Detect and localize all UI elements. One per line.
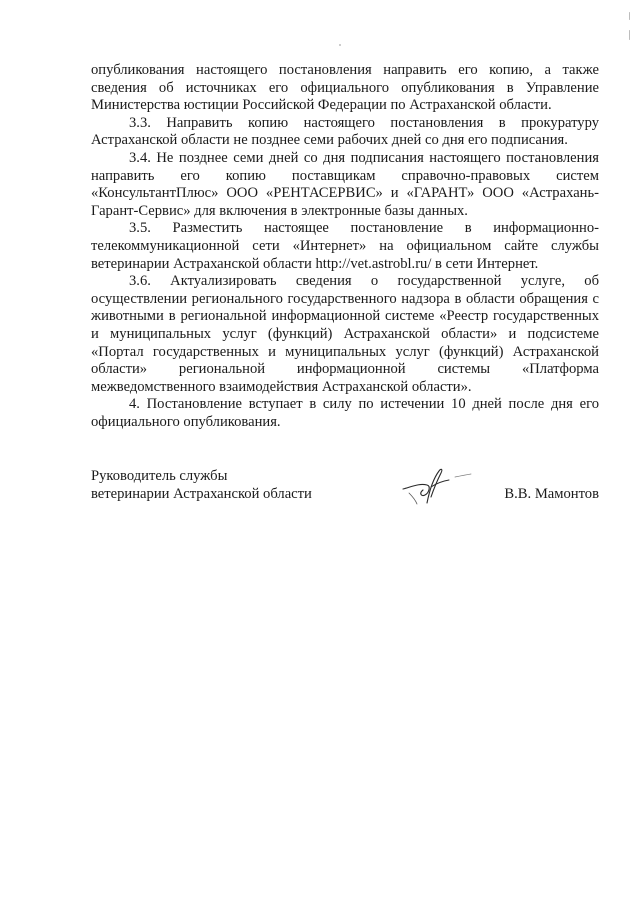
signatory-title-line-1: Руководитель службы (91, 468, 228, 484)
scan-artifact (629, 30, 630, 40)
signatory-title (91, 467, 351, 503)
handwritten-signature-icon (397, 463, 477, 507)
paragraph-3-4: 3.4. Не позднее семи дней со дня подписания настоящего постановления направить его копию поставщикам справочно-правовых систем «КонсультантПлюс» ООО «РЕНТАСЕРВИС» и «ГАРАНТ» ООО «Астрахань-Гарант-Сервис» для включения в электронные базы данных. (91, 149, 599, 219)
scan-artifact (629, 12, 630, 20)
document-body (91, 62, 599, 431)
paragraph-3-3: 3.3. Направить копию настоящего постановления в прокуратуру Астраханской области не позднее семи рабочих дней со дня его подписания. (91, 114, 599, 149)
signatory-name: В.В. Мамонтов (504, 486, 599, 502)
paragraph-3-6: 3.6. Актуализировать сведения о государственной услуге, об осуществлении регионального государственного надзора в области обращения с животными в региональной информационной системе «Реестр государственных и муниципальных услуг (функций) Астраханской области» и подсистеме «Портал государственных и муниципальных услуг (функций) Астраханской области» региональной информационной системы «Платформа межведомственного взаимодействия Астраханской области». (91, 273, 599, 395)
paragraph-4: 4. Постановление вступает в силу по истечении 10 дней после дня его официального опубликования. (91, 396, 599, 430)
paragraph-continuation: опубликования настоящего постановления направить его копию, а также сведения об источниках его официального опубликования в Управление Министерства юстиции Российской Федерации по Астраханской области. (91, 62, 599, 114)
signatory-title-line-2: ветеринарии Астраханской области (91, 486, 312, 502)
scan-artifact (339, 44, 341, 46)
paragraph-3-5: 3.5. Разместить настоящее постановление в информационно-телекоммуникационной сети «Интернет» на официальном сайте службы ветеринарии Астраханской области http://vet.astrobl.ru/ в сети Интернет. (91, 220, 599, 272)
signature-block (91, 467, 599, 527)
